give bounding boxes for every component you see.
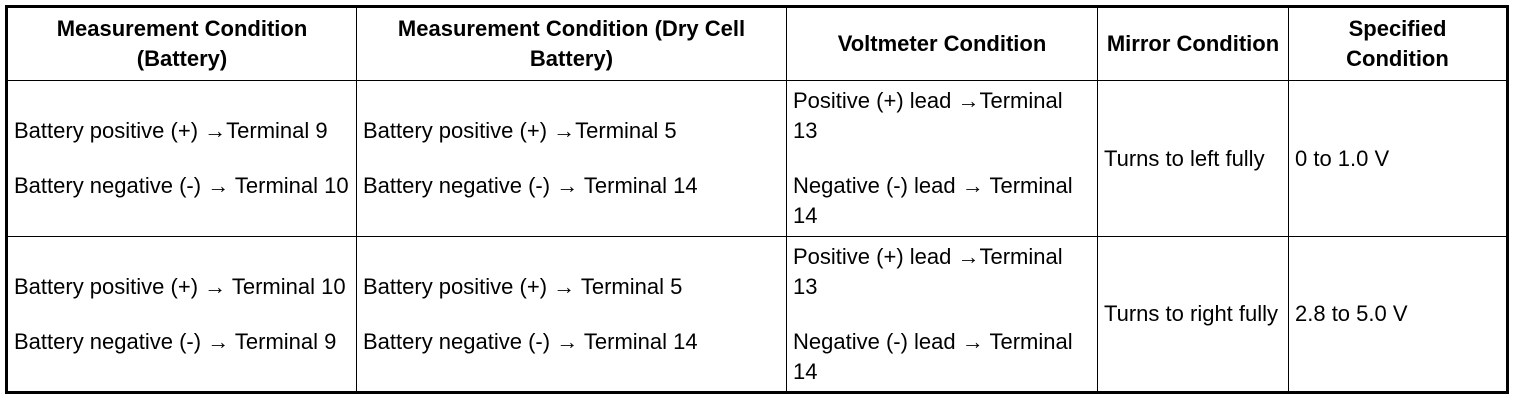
mirror-cell: Turns to right fully — [1098, 237, 1289, 393]
header-voltmeter-condition: Voltmeter Condition — [787, 7, 1098, 81]
measurement-spec-table — [5, 5, 1509, 394]
header-specified-condition: Specified Condition — [1289, 7, 1508, 81]
dry-cell-positive-text: Battery positive (+) → Terminal 5 — [363, 273, 683, 299]
battery-negative-text: Battery negative (-) → Terminal 9 — [14, 328, 337, 354]
dry-cell-negative-text: Battery negative (-) → Terminal 14 — [363, 328, 698, 354]
header-mirror-condition: Mirror Condition — [1098, 7, 1289, 81]
dry-cell-cell — [357, 81, 787, 237]
mirror-cell: Turns to left fully — [1098, 81, 1289, 237]
battery-positive-text: Battery positive (+) →Terminal 9 — [14, 118, 328, 143]
table-row — [7, 237, 1508, 393]
table-row — [7, 81, 1508, 237]
battery-cell — [7, 81, 357, 237]
voltmeter-negative-text: Negative (-) lead → Terminal 14 — [793, 173, 1073, 228]
specified-cell: 0 to 1.0 V — [1289, 81, 1508, 237]
header-battery: Measurement Condition (Battery) — [7, 7, 357, 81]
specified-cell: 2.8 to 5.0 V — [1289, 237, 1508, 393]
voltmeter-positive-text: Positive (+) lead →Terminal 13 — [793, 88, 1063, 143]
voltmeter-cell — [787, 81, 1098, 237]
dry-cell-cell — [357, 237, 787, 393]
battery-negative-text: Battery negative (-) → Terminal 10 — [14, 173, 349, 198]
voltmeter-positive-text: Positive (+) lead →Terminal 13 — [793, 243, 1063, 299]
header-dry-cell-battery: Measurement Condition (Dry Cell Battery) — [357, 7, 787, 81]
dry-cell-negative-text: Battery negative (-) → Terminal 14 — [363, 173, 698, 198]
table-header-row — [7, 7, 1508, 81]
dry-cell-positive-text: Battery positive (+) →Terminal 5 — [363, 118, 677, 143]
battery-cell — [7, 237, 357, 393]
voltmeter-cell — [787, 237, 1098, 393]
voltmeter-negative-text: Negative (-) lead → Terminal 14 — [793, 328, 1073, 384]
battery-positive-text: Battery positive (+) → Terminal 10 — [14, 273, 346, 299]
